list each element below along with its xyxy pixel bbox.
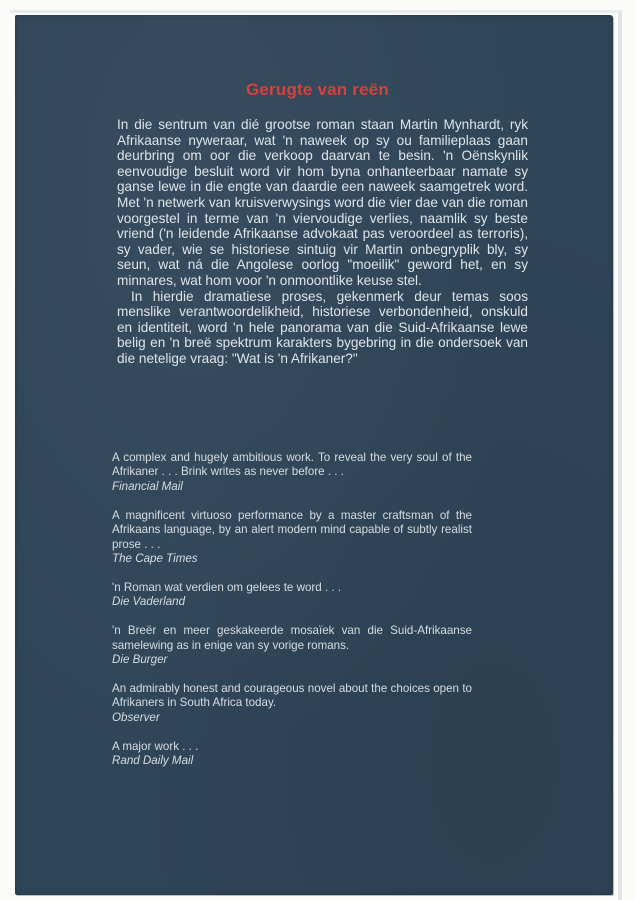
review-item: [112, 451, 472, 494]
review-quote: A major work . . .: [112, 739, 199, 753]
review-source: Die Vaderland: [112, 595, 186, 609]
review-quote: A complex and hugely ambitious work. To reveal the very soul of the Afrikaner . . . Brink writes as never before . . .: [112, 451, 472, 479]
synopsis-paragraph-2: In hierdie dramatiese proses, gekenmerk deur temas soos menslike verantwoordelikheid, historiese verbondenheid, onskuld en identiteit, word 'n hele panorama van die Suid-Afrikaanse lewe belig en 'n breë spektrum karakters bygebring in die ondersoek van die netelige vraag: "Wat is 'n Afrikaner?": [117, 288, 528, 366]
review-item: [112, 581, 472, 610]
review-quote: An admirably honest and courageous novel about the choices open to Afrikaners in South Africa today.: [112, 681, 472, 710]
review-source: The Cape Times: [112, 551, 198, 565]
synopsis-blurb: [117, 117, 528, 367]
review-source: Die Burger: [112, 652, 168, 666]
review-quote: 'n Breër en meer geskakeerde mosaïek van die Suid-Afrikaanse samelewing as in enige van sy vorige romans.: [112, 624, 472, 652]
review-item: [112, 624, 472, 667]
review-quote: 'n Roman wat verdien om gelees te word . . .: [112, 580, 342, 594]
review-item: [112, 509, 472, 567]
review-source: Financial Mail: [112, 479, 183, 493]
review-quote: A magnificent virtuoso performance by a master craftsman of the Afrikaans language, by an alert modern mind capable of subtly realist prose . . .: [112, 508, 472, 551]
review-quotes: [112, 451, 472, 783]
review-source: Rand Daily Mail: [112, 754, 194, 767]
review-item: [112, 682, 472, 725]
synopsis-paragraph-1: In die sentrum van dié grootse roman staan Martin Mynhardt, ryk Afrikaanse nyweraar, wat 'n naweek op sy ou familieplaas gaan deurbring om oor die verkoop daarvan te besin. 'n Oënskynlik eenvoudige besluit word vir hom byna onhanteerbaar namate sy ganse lewe in die engte van daardie een naweek saamgetrek word. Met 'n netwerk van kruisverwysings word die vier dae van die roman voorgestel in terme van 'n viervoudige verlies, naamlik sy beste vriend ('n leidende Afrikaanse advokaat pas veroordeel as terroris), sy vader, wie se historiese sintuig vir Martin onbegryplik bly, sy seun, wat ná die Angolese oorlog "moeilik" geword het, en sy minnares, wat hom voor 'n onmoontlike keuse stel.: [117, 117, 528, 288]
review-item: [112, 740, 472, 769]
book-title: Gerugte van reën: [245, 80, 390, 99]
review-source: Observer: [112, 710, 160, 724]
